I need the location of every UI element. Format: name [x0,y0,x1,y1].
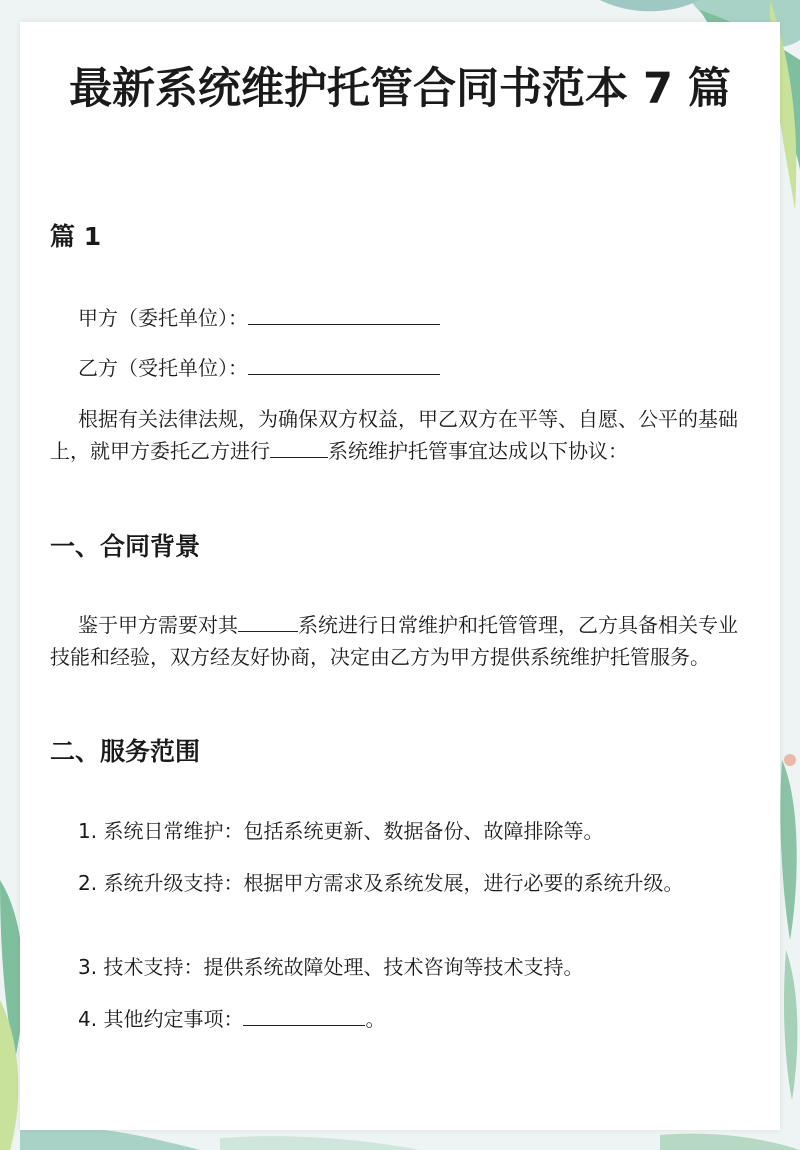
section-heading-background: 一、合同背景 [50,532,201,561]
intro-paragraph [50,403,750,467]
intro-text-before: 根据有关法律法规，为确保双方权益，甲乙双方在平等、自愿、公平的基础上，就甲方委托乙方进行 [50,407,738,463]
list-item-other-suffix: 。 [365,1007,386,1031]
background-text-before: 鉴于甲方需要对其 [78,613,238,637]
party-b-label: 乙方（受托单位）： [78,356,248,380]
list-item-other-label: 4. 其他约定事项： [78,1007,244,1031]
party-b-blank [248,352,440,375]
party-a-label: 甲方（委托单位）： [78,306,248,330]
list-item-other [50,1003,750,1035]
other-items-blank [243,1003,365,1026]
background-blank [238,609,298,632]
intro-text-after: 系统维护托管事宜达成以下协议： [328,439,628,463]
intro-blank [270,435,328,458]
list-item: 2. 系统升级支持：根据甲方需求及系统发展，进行必要的系统升级。 [78,871,684,895]
list-item: 3. 技术支持：提供系统故障处理、技术咨询等技术支持。 [78,955,584,979]
background-text-after: 系统进行日常维护和托管管理，乙方具备相关专业技能和经验，双方经友好协商，决定由乙方为甲方提供系统维护托管服务。 [50,613,738,669]
party-a-blank [248,302,440,325]
background-paragraph [50,609,750,673]
party-b-line [50,352,750,384]
section-heading-scope: 二、服务范围 [50,737,201,766]
section-label: 篇 1 [50,222,102,251]
document-page [20,22,780,1130]
document-title: 最新系统维护托管合同书范本 7 篇 [69,64,731,114]
party-a-line [50,302,750,334]
list-item: 1. 系统日常维护：包括系统更新、数据备份、故障排除等。 [78,819,604,843]
